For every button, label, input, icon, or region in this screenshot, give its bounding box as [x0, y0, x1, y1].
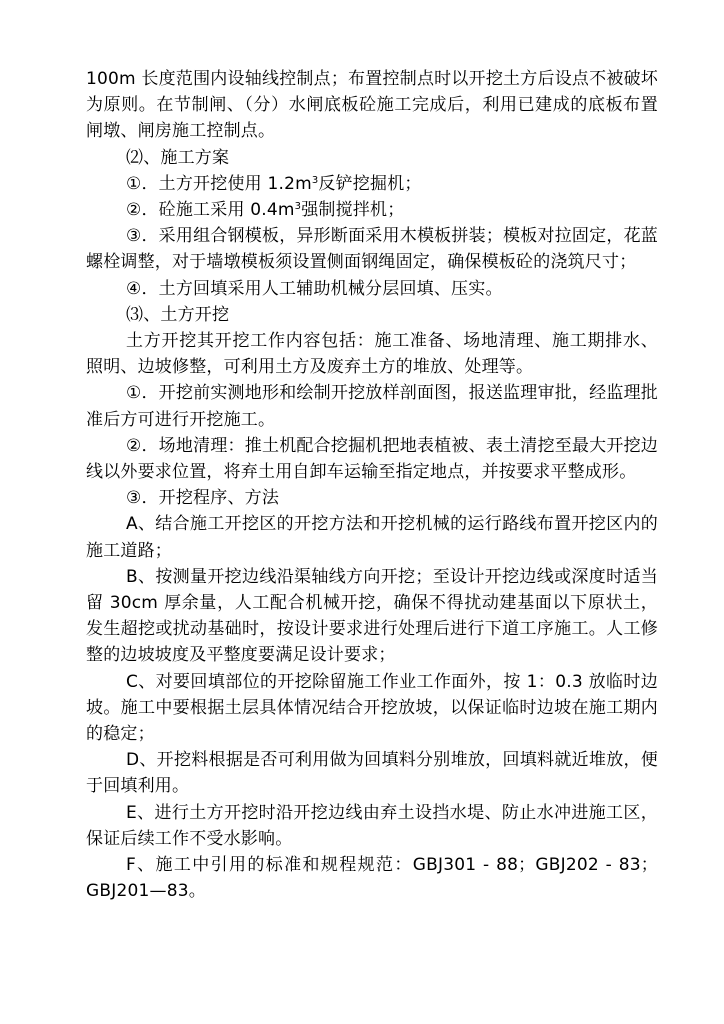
paragraph-item-a: A、结合施工开挖区的开挖方法和开挖机械的运行路线布置开挖区内的施工道路； — [86, 514, 658, 561]
heading-earth-excavation: ⑶、土方开挖 — [126, 304, 230, 325]
excavator-text: ①．土方开挖使用 1.2m — [126, 173, 312, 194]
excavator-text-end: 反铲挖掘机； — [318, 173, 422, 194]
paragraph-control-points: 100m 长度范围内设轴线控制点；布置控制点时以开挖土方后设点不被破坏为原则。在节制闸、（分）水闸底板砼施工完成后，利用已建成的底板布置闸墩、闸房施工控制点。 — [86, 69, 658, 142]
paragraph-item-c: C、对要回填部位的开挖除留施工作业工作面外，按 1：0.3 放临时边坡。施工中要根据土层具体情况结合开挖放坡，以保证临时边坡在施工期内的稳定； — [86, 671, 658, 745]
paragraph-survey: ①．开挖前实测地形和绘制开挖放样剖面图，报送监理审批，经监理批准后方可进行开挖施工。 — [86, 383, 658, 430]
paragraph-item-f: F、施工中引用的标准和规程规范：GBJ301 - 88；GBJ202 - 83；GBJ201—83。 — [86, 855, 658, 902]
heading-construction-plan: ⑵、施工方案 — [126, 147, 230, 168]
excavator-superscript: 3 — [311, 174, 319, 186]
paragraph-item-e: E、进行土方开挖时沿开挖边线由弃土设挡水堤、防止水冲进施工区，保证后续工作不受水影响。 — [86, 802, 658, 849]
paragraph-excavator — [86, 171, 658, 197]
paragraph-backfill: ④．土方回填采用人工辅助机械分层回填、压实。 — [126, 278, 503, 299]
document-page — [86, 66, 658, 905]
paragraph-mixer — [86, 197, 658, 223]
paragraph-excavation-scope: 土方开挖其开挖工作内容包括：施工准备、场地清理、施工期排水、照明、边坡修整，可利用土方及废弃土方的堆放、处理等。 — [86, 331, 658, 378]
mixer-superscript: 3 — [294, 201, 302, 213]
mixer-text: ②．砼施工采用 0.4m — [126, 200, 295, 221]
paragraph-item-b: B、按测量开挖边线沿渠轴线方向开挖；至设计开挖边线或深度时适当留 30cm 厚余量，人工配合机械开挖，确保不得扰动建基面以下原状土，发生超挖或扰动基础时，按设计要求进行处理后进行下道工序施工。人工修整的边坡坡度及平整度要满足设计要求； — [86, 566, 658, 666]
paragraph-formwork: ③．采用组合钢模板，异形断面采用木模板拼装；模板对拉固定，花蓝螺栓调整，对于墙墩模板须设置侧面钢绳固定，确保模板砼的浇筑尺寸； — [86, 226, 658, 273]
heading-excavation-procedure: ③．开挖程序、方法 — [126, 488, 280, 509]
paragraph-item-d: D、开挖料根据是否可利用做为回填料分别堆放，回填料就近堆放，便于回填利用。 — [86, 750, 658, 797]
paragraph-site-clearing: ②．场地清理：推土机配合挖掘机把地表植被、表土清挖至最大开挖边线以外要求位置，将弃土用自卸车运输至指定地点，并按要求平整成形。 — [86, 435, 658, 483]
mixer-text-end: 强制搅拌机； — [301, 200, 405, 221]
